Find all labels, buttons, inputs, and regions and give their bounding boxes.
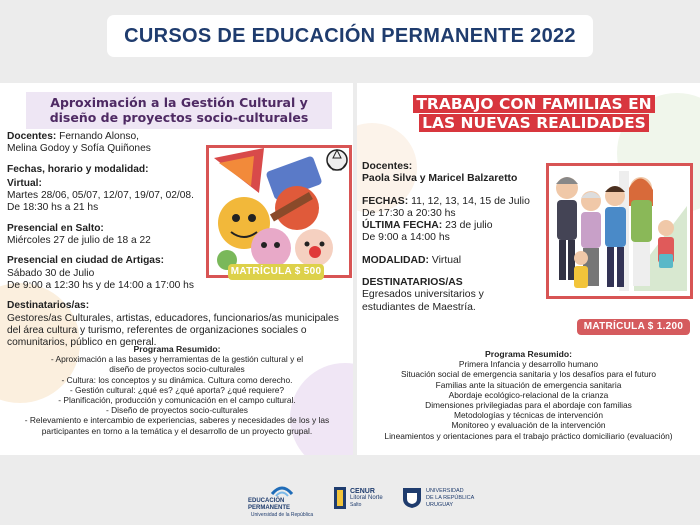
course-title-familias: TRABAJO CON FAMILIAS EN LAS NUEVAS REALIDADES [409,95,659,133]
page-title: CURSOS DE EDUCACIÓN PERMANENTE 2022 [124,24,576,47]
course-card-familias [357,83,700,455]
footer-logos [0,478,700,525]
ep-logo-icon [270,484,294,498]
price-badge-1200: MATRÍCULA $ 1.200 [577,319,690,335]
course-card-cultural [0,83,353,455]
page-title-box [107,15,593,57]
family-illustration [546,163,693,299]
program-summary-cultural: Programa Resumido: - Aproximación a las bases y herramientas de la gestión cultural y el diseño de proyectos socio-culturales - Cultura: los conceptos y su dinámica. Cultura como derecho. - Gestión cultural: ¿qué es? ¿qué aporta? ¿qué requiere? - Planificación, producción y comunicación en el campo cultural. - Diseño de proyectos socio-culturales - Relevamiento e intercambio de experiencias, saberes y necesidades de los y las participantes en torno a la temática y el desarrollo de un proyecto grupal. [24,344,330,436]
udelar-logo: UNIVERSIDAD DE LA REPÚBLICA URUGUAY [402,487,474,509]
course-details-cultural: Docentes: Fernando Alonso, Melina Godoy y Sofía Quiñones Fechas, horario y modalidad: Virtual: Martes 28/06, 05/07, 12/07, 19/07, 02/08. De 18:30 hs a 21 hs Presencial en Salto: Miércoles 27 de julio de 18 a 22 Presencial en ciudad de Artigas: Sábado 30 de Julio De 9:00 a 12:30 hs y de 14:00 a 17:00 hs Destinatarios/as: Gestores/as Culturales, artistas, educadores, funcionarios/as municipales del área cultura y turismo, referentes de organizaciones sociales o comunitarios, público en general. [7,131,339,349]
udelar-shield-icon [402,487,422,509]
program-summary-familias: Programa Resumido: Primera Infancia y desarrollo humano Situación social de emergencia sanitaria y los desafíos para el futuro Familias ante la situación de emergencia sanitaria Abordaje ecológico-relacional de la crianza Dimensiones privilegiadas para el abordaje con familias Metodologías y técnicas de intervención Monitoreo y evaluación de la intervención Lineamientos y orientaciones para el trabajo práctico domiciliario (evaluación) [384,349,673,441]
price-badge-500: MATRÍCULA $ 500 [228,264,324,280]
cenur-logo-icon [334,487,346,509]
family-icon [549,166,690,296]
cenur-logo: CENUR Litoral Norte Salto [334,487,383,509]
course-details-familias: Docentes: Paola Silva y Maricel Balzaretto FECHAS: 11, 12, 13, 14, 15 de Julio De 17:30 a 20:30 hs ÚLTIMA FECHA: 23 de julio De 9:00 a 14:00 hs MODALIDAD: Virtual DESTINATARIOS/AS Egresados universitarios y estudiantes de Maestría. [362,161,530,313]
educacion-permanente-logo: EDUCACIÓN PERMANENTE Universidad de la República [248,484,316,519]
course-title-cultural: Aproximación a la Gestión Cultural y diseño de proyectos socio-culturales [26,92,332,129]
